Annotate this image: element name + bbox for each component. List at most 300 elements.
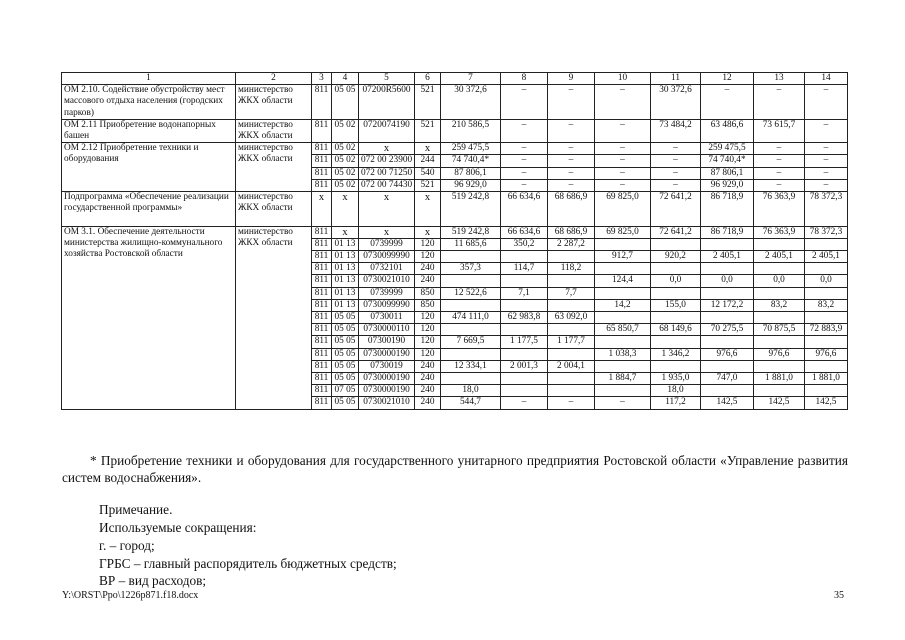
table-cell: 120	[415, 348, 441, 360]
table-cell: 76 363,9	[754, 192, 805, 227]
table-cell	[754, 312, 805, 324]
table-cell: 259 475,5	[441, 143, 501, 155]
table-cell: 12 522,6	[441, 287, 501, 299]
table-cell: 2 405,1	[701, 251, 754, 263]
table-cell: 120	[415, 324, 441, 336]
table-cell: 0730099990	[359, 299, 415, 311]
table-cell: 2 001,3	[501, 360, 548, 372]
page-number: 35	[834, 590, 844, 601]
table-cell: 1 177,7	[548, 336, 595, 348]
table-cell: 07300190	[359, 336, 415, 348]
table-cell	[595, 360, 651, 372]
table-cell: 811	[312, 167, 332, 179]
table-cell: 811	[312, 287, 332, 299]
table-cell: 65 850,7	[595, 324, 651, 336]
table-cell	[805, 360, 848, 372]
table-cell: 87 806,1	[701, 167, 754, 179]
table-cell: 850	[415, 299, 441, 311]
table-cell: 96 929,0	[701, 179, 754, 191]
table-cell: –	[651, 143, 701, 155]
table-cell: –	[548, 85, 595, 120]
table-row	[62, 119, 848, 142]
table-cell: 210 586,5	[441, 119, 501, 142]
table-cell: 072 00 71250	[359, 167, 415, 179]
table-cell: 811	[312, 238, 332, 250]
table-cell: 0,0	[805, 275, 848, 287]
column-number-header: 12	[701, 73, 754, 85]
table-cell: –	[501, 85, 548, 120]
table-cell: –	[595, 397, 651, 409]
table-cell: 124,4	[595, 275, 651, 287]
table-cell: 0730019	[359, 360, 415, 372]
table-cell: 114,7	[501, 263, 548, 275]
table-cell: 240	[415, 397, 441, 409]
table-cell	[651, 238, 701, 250]
measure-name-cell: ОМ 3.1. Обеспечение деятельности министерства жилищно-коммунального хозяйства Ростовской области	[62, 226, 236, 409]
table-header-row	[62, 73, 848, 85]
table-cell: 07 05	[332, 385, 359, 397]
table-cell	[651, 263, 701, 275]
table-cell: –	[501, 143, 548, 155]
table-cell: 70 275,5	[701, 324, 754, 336]
column-number-header: 11	[651, 73, 701, 85]
table-cell	[805, 238, 848, 250]
table-cell: 811	[312, 263, 332, 275]
table-cell: 811	[312, 397, 332, 409]
table-cell: 120	[415, 336, 441, 348]
table-cell: 120	[415, 312, 441, 324]
table-cell: –	[595, 119, 651, 142]
table-cell: 0,0	[754, 275, 805, 287]
column-number-header: 5	[359, 73, 415, 85]
table-cell	[548, 385, 595, 397]
table-cell	[441, 373, 501, 385]
table-cell	[805, 287, 848, 299]
table-cell: 76 363,9	[754, 226, 805, 238]
table-cell: –	[651, 155, 701, 167]
table-cell: 1 346,2	[651, 348, 701, 360]
table-cell: 0739999	[359, 238, 415, 250]
executor-cell: министерство ЖКХ области	[236, 192, 312, 227]
table-cell: 0730000110	[359, 324, 415, 336]
table-cell	[701, 263, 754, 275]
table-cell: 811	[312, 324, 332, 336]
table-cell: –	[548, 119, 595, 142]
table-cell: –	[754, 179, 805, 191]
table-cell	[651, 360, 701, 372]
table-cell: –	[595, 167, 651, 179]
table-cell: 66 634,6	[501, 192, 548, 227]
table-cell	[548, 324, 595, 336]
column-number-header: 8	[501, 73, 548, 85]
table-cell: 2 004,1	[548, 360, 595, 372]
table-cell	[501, 324, 548, 336]
table-cell	[441, 324, 501, 336]
table-cell: 1 881,0	[805, 373, 848, 385]
table-cell: 0,0	[651, 275, 701, 287]
table-cell: 976,6	[754, 348, 805, 360]
budget-table	[61, 72, 848, 410]
column-number-header: 7	[441, 73, 501, 85]
table-cell: 2 287,2	[548, 238, 595, 250]
table-cell	[805, 312, 848, 324]
table-cell: 14,2	[595, 299, 651, 311]
abbreviation-item: ВР – вид расходов;	[99, 573, 207, 588]
table-cell: –	[701, 85, 754, 120]
table-cell: 521	[415, 119, 441, 142]
table-cell: 240	[415, 275, 441, 287]
table-cell: 05 05	[332, 360, 359, 372]
table-cell: 0730021010	[359, 397, 415, 409]
table-cell: 811	[312, 360, 332, 372]
table-cell: 474 111,0	[441, 312, 501, 324]
table-cell: –	[501, 397, 548, 409]
executor-cell: министерство ЖКХ области	[236, 226, 312, 409]
table-cell: x	[359, 143, 415, 155]
table-cell: 12 334,1	[441, 360, 501, 372]
table-cell: 1 884,7	[595, 373, 651, 385]
table-cell: 07200R5600	[359, 85, 415, 120]
table-cell: 240	[415, 360, 441, 372]
table-cell	[651, 312, 701, 324]
table-cell: 69 825,0	[595, 192, 651, 227]
table-cell: 68 149,6	[651, 324, 701, 336]
table-row	[62, 226, 848, 238]
table-cell: 920,2	[651, 251, 701, 263]
table-cell: 30 372,6	[651, 85, 701, 120]
table-cell: 05 02	[332, 167, 359, 179]
table-cell	[701, 360, 754, 372]
table-row	[62, 192, 848, 227]
table-cell: 747,0	[701, 373, 754, 385]
table-cell: 540	[415, 167, 441, 179]
table-cell: 811	[312, 336, 332, 348]
table-cell: 1 935,0	[651, 373, 701, 385]
table-cell: 811	[312, 85, 332, 120]
executor-cell: министерство ЖКХ области	[236, 85, 312, 120]
table-cell: x	[415, 143, 441, 155]
column-number-header: 1	[62, 73, 236, 85]
table-cell	[595, 336, 651, 348]
table-cell: –	[548, 179, 595, 191]
abbreviation-item: ГРБС – главный распорядитель бюджетных средств;	[99, 556, 397, 571]
table-cell: 519 242,8	[441, 226, 501, 238]
table-cell: 05 05	[332, 373, 359, 385]
table-cell: x	[415, 192, 441, 227]
table-cell	[701, 287, 754, 299]
table-cell	[441, 348, 501, 360]
table-cell: –	[548, 167, 595, 179]
table-cell: 811	[312, 299, 332, 311]
table-cell: –	[501, 155, 548, 167]
table-cell: 0730000190	[359, 373, 415, 385]
table-cell	[501, 385, 548, 397]
table-cell	[501, 348, 548, 360]
table-cell: 811	[312, 348, 332, 360]
table-cell	[441, 251, 501, 263]
table-cell: –	[805, 155, 848, 167]
table-cell: –	[651, 179, 701, 191]
table-cell: 7,7	[548, 287, 595, 299]
table-cell: 30 372,6	[441, 85, 501, 120]
table-cell: 7 669,5	[441, 336, 501, 348]
table-cell: –	[595, 155, 651, 167]
table-cell: 521	[415, 179, 441, 191]
table-cell: 519 242,8	[441, 192, 501, 227]
table-cell: 0720074190	[359, 119, 415, 142]
table-cell	[501, 299, 548, 311]
column-number-header: 9	[548, 73, 595, 85]
table-cell: –	[805, 143, 848, 155]
table-cell	[501, 275, 548, 287]
table-cell: 74 740,4*	[441, 155, 501, 167]
footer-file-path: Y:\ORST\Ppo\1226p871.f18.docx	[62, 590, 199, 601]
measure-name-cell: ОМ 2.10. Содействие обустройству мест массового отдыха населения (городских парков)	[62, 85, 236, 120]
table-cell: 63 092,0	[548, 312, 595, 324]
table-cell	[595, 263, 651, 275]
column-number-header: 4	[332, 73, 359, 85]
table-cell: 0,0	[701, 275, 754, 287]
abbreviation-item: г. – город;	[99, 538, 155, 553]
table-cell: x	[359, 192, 415, 227]
table-cell: –	[548, 397, 595, 409]
table-cell	[701, 385, 754, 397]
table-cell: 811	[312, 312, 332, 324]
table-cell: 544,7	[441, 397, 501, 409]
table-cell: x	[415, 226, 441, 238]
table-cell: 142,5	[805, 397, 848, 409]
table-cell: 0730000190	[359, 385, 415, 397]
table-cell: 05 05	[332, 348, 359, 360]
table-cell: 811	[312, 143, 332, 155]
table-cell: 72 641,2	[651, 226, 701, 238]
table-cell: 240	[415, 263, 441, 275]
table-cell	[548, 348, 595, 360]
table-cell: 66 634,6	[501, 226, 548, 238]
table-cell: 2 405,1	[805, 251, 848, 263]
table-cell: 811	[312, 119, 332, 142]
table-cell: 78 372,3	[805, 192, 848, 227]
table-cell: 072 00 74430	[359, 179, 415, 191]
table-cell: 74 740,4*	[701, 155, 754, 167]
table-cell: 0730099990	[359, 251, 415, 263]
table-cell: 811	[312, 373, 332, 385]
table-cell: 240	[415, 385, 441, 397]
table-cell: –	[805, 85, 848, 120]
table-cell: 18,0	[651, 385, 701, 397]
table-cell: 0739999	[359, 287, 415, 299]
table-cell: 70 875,5	[754, 324, 805, 336]
table-row	[62, 85, 848, 120]
table-cell: x	[332, 226, 359, 238]
table-cell: 05 05	[332, 324, 359, 336]
table-cell	[754, 263, 805, 275]
table-cell: 05 02	[332, 143, 359, 155]
table-cell: 05 02	[332, 179, 359, 191]
table-cell: –	[805, 119, 848, 142]
table-cell	[805, 263, 848, 275]
abbreviations-heading: Используемые сокращения:	[99, 520, 257, 535]
table-cell: 2 405,1	[754, 251, 805, 263]
table-cell: 117,2	[651, 397, 701, 409]
table-cell	[754, 238, 805, 250]
table-cell	[548, 275, 595, 287]
table-cell: 73 615,7	[754, 119, 805, 142]
table-cell: –	[548, 155, 595, 167]
table-cell: 240	[415, 373, 441, 385]
table-cell: –	[501, 119, 548, 142]
table-cell	[595, 238, 651, 250]
table-cell: –	[754, 85, 805, 120]
table-cell	[805, 385, 848, 397]
table-cell	[441, 275, 501, 287]
column-number-header: 2	[236, 73, 312, 85]
table-cell: 18,0	[441, 385, 501, 397]
table-cell: 976,6	[805, 348, 848, 360]
table-cell: 72 641,2	[651, 192, 701, 227]
table-cell: x	[312, 192, 332, 227]
table-cell: 11 685,6	[441, 238, 501, 250]
measure-name-cell: Подпрограмма «Обеспечение реализации государственной программы»	[62, 192, 236, 227]
table-cell: 78 372,3	[805, 226, 848, 238]
table-cell: 05 05	[332, 85, 359, 120]
table-cell: 811	[312, 251, 332, 263]
table-cell	[701, 238, 754, 250]
table-cell: –	[548, 143, 595, 155]
table-cell: 521	[415, 85, 441, 120]
table-cell: 357,3	[441, 263, 501, 275]
table-cell	[805, 336, 848, 348]
table-cell: 072 00 23900	[359, 155, 415, 167]
table-cell: 01 13	[332, 263, 359, 275]
table-cell	[651, 336, 701, 348]
table-cell: 05 02	[332, 119, 359, 142]
table-cell: 850	[415, 287, 441, 299]
table-cell: 811	[312, 385, 332, 397]
table-cell: 1 177,5	[501, 336, 548, 348]
table-cell	[595, 312, 651, 324]
table-cell: 142,5	[701, 397, 754, 409]
table-cell: 811	[312, 179, 332, 191]
table-row	[62, 143, 848, 155]
column-number-header: 6	[415, 73, 441, 85]
table-cell: x	[332, 192, 359, 227]
column-number-header: 13	[754, 73, 805, 85]
table-cell: 83,2	[754, 299, 805, 311]
table-cell: 0730000190	[359, 348, 415, 360]
table-cell: –	[754, 155, 805, 167]
table-cell: 1 038,3	[595, 348, 651, 360]
table-cell: 05 05	[332, 397, 359, 409]
table-cell: 811	[312, 275, 332, 287]
column-number-header: 3	[312, 73, 332, 85]
table-cell: 01 13	[332, 287, 359, 299]
table-cell: 68 686,9	[548, 192, 595, 227]
table-cell	[501, 373, 548, 385]
table-cell: 118,2	[548, 263, 595, 275]
table-cell: 68 686,9	[548, 226, 595, 238]
table-cell: 12 172,2	[701, 299, 754, 311]
table-cell	[595, 287, 651, 299]
executor-cell: министерство ЖКХ области	[236, 143, 312, 192]
table-cell: 244	[415, 155, 441, 167]
table-cell: 05 02	[332, 155, 359, 167]
table-cell	[651, 287, 701, 299]
table-cell: 120	[415, 238, 441, 250]
table-cell: 01 13	[332, 299, 359, 311]
table-cell	[701, 336, 754, 348]
table-cell: 811	[312, 226, 332, 238]
table-cell: 155,0	[651, 299, 701, 311]
table-cell: 05 05	[332, 336, 359, 348]
table-cell: 120	[415, 251, 441, 263]
table-cell: –	[595, 85, 651, 120]
table-cell: 86 718,9	[701, 226, 754, 238]
table-cell: 72 883,9	[805, 324, 848, 336]
table-cell: –	[651, 167, 701, 179]
table-cell: 69 825,0	[595, 226, 651, 238]
table-cell: 912,7	[595, 251, 651, 263]
table-cell	[548, 251, 595, 263]
footnote: * Приобретение техники и оборудования для государственного унитарного предприятия Ростовской области «Управление развития систем водоснабжения».	[62, 453, 848, 485]
table-cell	[548, 299, 595, 311]
table-cell: –	[595, 179, 651, 191]
table-cell: x	[359, 226, 415, 238]
table-cell: 96 929,0	[441, 179, 501, 191]
table-cell: 350,2	[501, 238, 548, 250]
table-cell	[548, 373, 595, 385]
table-cell: –	[805, 167, 848, 179]
table-cell: 976,6	[701, 348, 754, 360]
table-cell: 0732101	[359, 263, 415, 275]
table-cell: 259 475,5	[701, 143, 754, 155]
table-cell: –	[501, 179, 548, 191]
table-cell: 83,2	[805, 299, 848, 311]
table-cell: 811	[312, 155, 332, 167]
table-cell	[754, 385, 805, 397]
table-cell	[441, 299, 501, 311]
table-cell: –	[595, 143, 651, 155]
table-cell: –	[754, 167, 805, 179]
table-cell: –	[805, 179, 848, 191]
measure-name-cell: ОМ 2.11 Приобретение водонапорных башен	[62, 119, 236, 142]
table-cell: 63 486,6	[701, 119, 754, 142]
table-cell	[754, 287, 805, 299]
table-cell: 87 806,1	[441, 167, 501, 179]
table-cell: 01 13	[332, 275, 359, 287]
table-cell: 1 881,0	[754, 373, 805, 385]
table-cell	[754, 336, 805, 348]
note-title: Примечание.	[99, 502, 173, 517]
table-cell	[501, 251, 548, 263]
column-number-header: 10	[595, 73, 651, 85]
table-cell: 01 13	[332, 238, 359, 250]
table-cell: 01 13	[332, 251, 359, 263]
table-cell: 0730011	[359, 312, 415, 324]
table-cell: –	[501, 167, 548, 179]
table-cell	[595, 385, 651, 397]
table-cell: 86 718,9	[701, 192, 754, 227]
executor-cell: министерство ЖКХ области	[236, 119, 312, 142]
table-cell	[701, 312, 754, 324]
table-cell: 62 983,8	[501, 312, 548, 324]
table-cell: 0730021010	[359, 275, 415, 287]
table-cell	[754, 360, 805, 372]
table-cell: 142,5	[754, 397, 805, 409]
table-cell: 7,1	[501, 287, 548, 299]
table-cell: –	[754, 143, 805, 155]
measure-name-cell: ОМ 2.12 Приобретение техники и оборудования	[62, 143, 236, 192]
